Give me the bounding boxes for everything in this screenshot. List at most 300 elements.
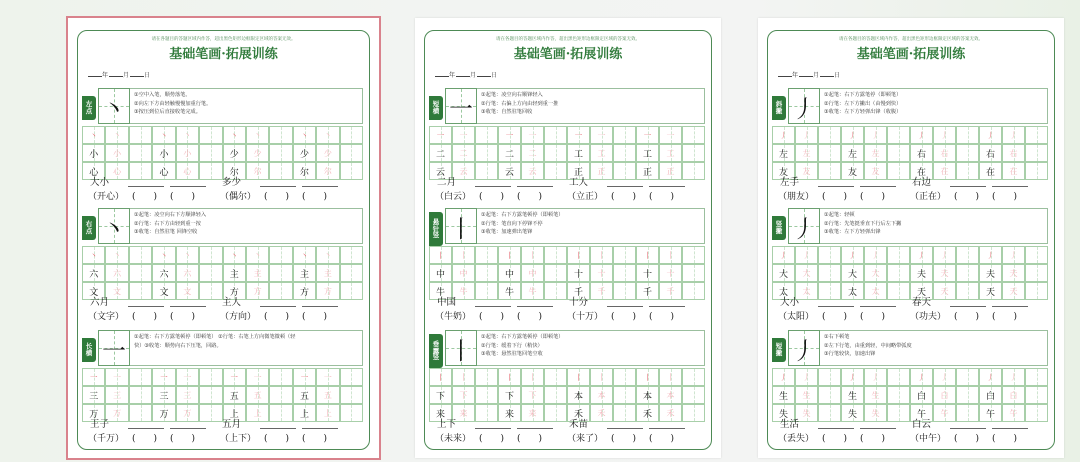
- paren-blank[interactable]: ( ): [822, 192, 848, 202]
- grid-cell[interactable]: [176, 246, 199, 264]
- grid-cell[interactable]: [544, 246, 567, 264]
- grid-cell[interactable]: [82, 246, 105, 264]
- grid-cell[interactable]: [293, 144, 316, 162]
- grid-cell[interactable]: [841, 264, 864, 282]
- grid-cell[interactable]: [979, 126, 1002, 144]
- grid-cell[interactable]: [452, 264, 475, 282]
- grid-cell[interactable]: [613, 264, 636, 282]
- grid-cell[interactable]: [105, 144, 128, 162]
- grid-cell[interactable]: [818, 386, 841, 404]
- cell-char: 在: [940, 166, 949, 176]
- paren-blank[interactable]: ( ): [611, 312, 637, 322]
- write-blank[interactable]: [950, 186, 986, 187]
- write-blank[interactable]: [649, 186, 685, 187]
- grid-cell[interactable]: [933, 264, 956, 282]
- grid-cell[interactable]: [887, 126, 910, 144]
- grid-cell[interactable]: [933, 386, 956, 404]
- grid-cell[interactable]: [223, 368, 246, 386]
- grid-cell[interactable]: [293, 386, 316, 404]
- grid-cell[interactable]: [544, 144, 567, 162]
- grid-cell[interactable]: [636, 246, 659, 264]
- grid-cell[interactable]: [772, 126, 795, 144]
- paren-blank[interactable]: ( ): [954, 434, 980, 444]
- grid-cell[interactable]: [613, 126, 636, 144]
- grid-cell[interactable]: [956, 368, 979, 386]
- grid-cell[interactable]: [429, 126, 452, 144]
- grid-cell[interactable]: [979, 144, 1002, 162]
- grid-cell[interactable]: [590, 144, 613, 162]
- paren-blank[interactable]: ( ): [860, 312, 886, 322]
- grid-cell[interactable]: [498, 246, 521, 264]
- grid-cell[interactable]: [772, 264, 795, 282]
- grid-cell[interactable]: [979, 386, 1002, 404]
- grid-cell[interactable]: [1002, 246, 1025, 264]
- grid-cell[interactable]: [795, 386, 818, 404]
- grid-cell[interactable]: [223, 246, 246, 264]
- grid-cell[interactable]: [452, 126, 475, 144]
- grid-cell[interactable]: [152, 144, 175, 162]
- grid-cell[interactable]: [818, 144, 841, 162]
- paren-blank[interactable]: ( ): [170, 192, 196, 202]
- grid-cell[interactable]: [841, 246, 864, 264]
- grid-cell[interactable]: [659, 126, 682, 144]
- grid-cell[interactable]: [956, 386, 979, 404]
- paren-blank[interactable]: ( ): [264, 192, 290, 202]
- grid-cell[interactable]: [1025, 386, 1048, 404]
- write-blank[interactable]: [607, 428, 643, 429]
- grid-cell[interactable]: [176, 368, 199, 386]
- grid-cell[interactable]: [82, 264, 105, 282]
- grid-cell[interactable]: [864, 386, 887, 404]
- write-blank[interactable]: [475, 428, 511, 429]
- grid-cell[interactable]: [293, 126, 316, 144]
- grid-cell[interactable]: [498, 386, 521, 404]
- write-blank[interactable]: [818, 428, 854, 429]
- grid-cell[interactable]: [590, 126, 613, 144]
- grid-cell[interactable]: [567, 246, 590, 264]
- grid-cell[interactable]: [475, 246, 498, 264]
- grid-cell[interactable]: [129, 126, 152, 144]
- grid-cell[interactable]: [269, 368, 292, 386]
- write-blank[interactable]: [860, 306, 896, 307]
- grid-cell[interactable]: [795, 368, 818, 386]
- grid-cell[interactable]: [979, 246, 1002, 264]
- grid-cell[interactable]: [475, 144, 498, 162]
- grid-cell[interactable]: [316, 126, 339, 144]
- grid-cell[interactable]: [129, 368, 152, 386]
- grid-cell[interactable]: [636, 144, 659, 162]
- grid-cell[interactable]: [340, 264, 363, 282]
- grid-cell[interactable]: [429, 386, 452, 404]
- paren-blank[interactable]: ( ): [517, 312, 543, 322]
- grid-cell[interactable]: [152, 126, 175, 144]
- write-blank[interactable]: [475, 306, 511, 307]
- grid-cell[interactable]: [152, 264, 175, 282]
- grid-cell[interactable]: [521, 126, 544, 144]
- grid-cell[interactable]: [659, 386, 682, 404]
- grid-cell[interactable]: [475, 264, 498, 282]
- grid-cell[interactable]: [910, 246, 933, 264]
- paren-blank[interactable]: ( ): [954, 312, 980, 322]
- paren-blank[interactable]: ( ): [479, 434, 505, 444]
- grid-cell[interactable]: [105, 386, 128, 404]
- grid-cell[interactable]: [590, 386, 613, 404]
- grid-cell[interactable]: [910, 368, 933, 386]
- grid-cell[interactable]: [246, 246, 269, 264]
- grid-cell[interactable]: [910, 264, 933, 282]
- grid-cell[interactable]: [340, 144, 363, 162]
- grid-cell[interactable]: [340, 246, 363, 264]
- grid-cell[interactable]: [956, 246, 979, 264]
- grid-cell[interactable]: [795, 144, 818, 162]
- grid-cell[interactable]: [176, 144, 199, 162]
- grid-cell[interactable]: [887, 144, 910, 162]
- write-blank[interactable]: [170, 428, 206, 429]
- paren-word: （千万）: [88, 434, 125, 444]
- grid-cell[interactable]: [818, 246, 841, 264]
- grid-cell[interactable]: [199, 264, 222, 282]
- grid-cell[interactable]: [544, 368, 567, 386]
- worksheet-page-2[interactable]: [415, 18, 721, 458]
- paren-blank[interactable]: ( ): [992, 192, 1018, 202]
- grid-cell[interactable]: [176, 386, 199, 404]
- grid-cell[interactable]: [1002, 386, 1025, 404]
- grid-cell[interactable]: [152, 246, 175, 264]
- paren-blank[interactable]: ( ): [132, 192, 158, 202]
- grid-cell[interactable]: [498, 264, 521, 282]
- grid-cell[interactable]: [521, 144, 544, 162]
- grid-cell[interactable]: [795, 126, 818, 144]
- grid-cell[interactable]: [316, 264, 339, 282]
- grid-cell[interactable]: [567, 368, 590, 386]
- write-blank[interactable]: [818, 306, 854, 307]
- grid-cell[interactable]: [864, 126, 887, 144]
- write-blank[interactable]: [860, 186, 896, 187]
- grid-cell[interactable]: [521, 368, 544, 386]
- grid-cell[interactable]: [682, 386, 705, 404]
- grid-cell[interactable]: [452, 386, 475, 404]
- grid-cell[interactable]: [910, 126, 933, 144]
- cell-char: 千: [642, 287, 652, 298]
- grid-cell[interactable]: [659, 246, 682, 264]
- grid-cell[interactable]: [613, 368, 636, 386]
- write-blank[interactable]: [260, 186, 296, 187]
- grid-cell[interactable]: [105, 126, 128, 144]
- grid-cell[interactable]: [129, 246, 152, 264]
- paren-blank[interactable]: ( ): [302, 192, 328, 202]
- grid-cell[interactable]: [269, 126, 292, 144]
- paren-blank[interactable]: ( ): [264, 434, 290, 444]
- grid-cell[interactable]: [795, 246, 818, 264]
- grid-cell[interactable]: [772, 144, 795, 162]
- grid-cell[interactable]: [105, 246, 128, 264]
- grid-cell[interactable]: [223, 144, 246, 162]
- grid-cell[interactable]: [636, 386, 659, 404]
- grid-cell[interactable]: [818, 126, 841, 144]
- grid-cell[interactable]: [1025, 368, 1048, 386]
- grid-cell[interactable]: [316, 144, 339, 162]
- grid-cell[interactable]: [1025, 144, 1048, 162]
- grid-cell[interactable]: [956, 264, 979, 282]
- grid-cell[interactable]: [910, 144, 933, 162]
- paren-blank[interactable]: ( ): [170, 434, 196, 444]
- grid-cell[interactable]: [887, 386, 910, 404]
- grid-cell[interactable]: [933, 126, 956, 144]
- grid-cell[interactable]: [841, 368, 864, 386]
- grid-cell[interactable]: [567, 386, 590, 404]
- write-blank[interactable]: [517, 428, 553, 429]
- grid-cell[interactable]: [659, 144, 682, 162]
- grid-cell[interactable]: [152, 386, 175, 404]
- grid-cell[interactable]: [316, 246, 339, 264]
- paren-blank[interactable]: ( ): [302, 434, 328, 444]
- write-blank[interactable]: [607, 186, 643, 187]
- grid-cell[interactable]: [429, 264, 452, 282]
- grid-cell[interactable]: [475, 368, 498, 386]
- grid-cell[interactable]: [129, 264, 152, 282]
- grid-cell[interactable]: [82, 368, 105, 386]
- grid-cell[interactable]: [864, 368, 887, 386]
- write-blank[interactable]: [302, 306, 338, 307]
- grid-cell[interactable]: [1025, 126, 1048, 144]
- grid-cell[interactable]: [429, 246, 452, 264]
- grid-cell[interactable]: [475, 386, 498, 404]
- worksheet-page-3[interactable]: [758, 18, 1064, 458]
- paren-blank[interactable]: ( ): [822, 434, 848, 444]
- paren-blank[interactable]: ( ): [611, 192, 637, 202]
- cell-char: 来: [459, 408, 468, 418]
- paren-blank[interactable]: ( ): [611, 434, 637, 444]
- worksheet-page-1[interactable]: [68, 18, 379, 458]
- grid-cell[interactable]: [199, 386, 222, 404]
- grid-cell[interactable]: [521, 264, 544, 282]
- write-blank[interactable]: [475, 186, 511, 187]
- paren-blank[interactable]: ( ): [649, 192, 675, 202]
- grid-cell[interactable]: [841, 386, 864, 404]
- grid-cell[interactable]: [659, 264, 682, 282]
- grid-cell[interactable]: [772, 386, 795, 404]
- write-blank[interactable]: [170, 186, 206, 187]
- grid-cell[interactable]: [910, 386, 933, 404]
- grid-cell[interactable]: [979, 368, 1002, 386]
- grid-cell[interactable]: [590, 368, 613, 386]
- grid-cell[interactable]: [176, 126, 199, 144]
- grid-cell[interactable]: [659, 368, 682, 386]
- grid-cell[interactable]: [82, 144, 105, 162]
- grid-cell[interactable]: [636, 264, 659, 282]
- grid-cell[interactable]: [864, 144, 887, 162]
- write-blank[interactable]: [302, 186, 338, 187]
- grid-cell[interactable]: [613, 246, 636, 264]
- grid-cell[interactable]: [452, 246, 475, 264]
- grid-cell[interactable]: [795, 264, 818, 282]
- grid-cell[interactable]: [864, 264, 887, 282]
- grid-cell[interactable]: [316, 386, 339, 404]
- grid-cell[interactable]: [105, 368, 128, 386]
- paren-blank[interactable]: ( ): [517, 192, 543, 202]
- grid-cell[interactable]: [269, 144, 292, 162]
- write-blank[interactable]: [260, 428, 296, 429]
- grid-cell[interactable]: [293, 264, 316, 282]
- grid-cell[interactable]: [340, 368, 363, 386]
- write-blank[interactable]: [170, 306, 206, 307]
- grid-cell[interactable]: [567, 264, 590, 282]
- grid-cell[interactable]: [452, 144, 475, 162]
- write-blank[interactable]: [260, 306, 296, 307]
- grid-cell[interactable]: [199, 368, 222, 386]
- grid-cell[interactable]: [429, 368, 452, 386]
- grid-cell[interactable]: [841, 126, 864, 144]
- write-blank[interactable]: [607, 306, 643, 307]
- paren-blank[interactable]: ( ): [954, 192, 980, 202]
- stroke-demo-box: [788, 208, 820, 244]
- grid-cell[interactable]: [1025, 264, 1048, 282]
- grid-cell[interactable]: [246, 126, 269, 144]
- grid-cell[interactable]: [1025, 246, 1048, 264]
- grid-cell[interactable]: [567, 126, 590, 144]
- grid-cell[interactable]: [887, 264, 910, 282]
- paren-blank[interactable]: ( ): [170, 312, 196, 322]
- paren-blank[interactable]: ( ): [992, 434, 1018, 444]
- grid-cell[interactable]: [269, 264, 292, 282]
- grid-cell[interactable]: [818, 264, 841, 282]
- write-blank[interactable]: [818, 186, 854, 187]
- grid-cell[interactable]: [521, 386, 544, 404]
- paren-blank[interactable]: ( ): [479, 192, 505, 202]
- write-blank[interactable]: [517, 306, 553, 307]
- grid-cell[interactable]: [129, 144, 152, 162]
- grid-cell[interactable]: [933, 246, 956, 264]
- grid-cell[interactable]: [682, 144, 705, 162]
- grid-cell[interactable]: [1002, 368, 1025, 386]
- grid-cell[interactable]: [682, 368, 705, 386]
- write-blank[interactable]: [950, 306, 986, 307]
- grid-cell[interactable]: [152, 368, 175, 386]
- grid-cell[interactable]: [521, 246, 544, 264]
- grid-cell[interactable]: [887, 246, 910, 264]
- stroke-name-tag: [429, 96, 443, 120]
- grid-cell[interactable]: [199, 144, 222, 162]
- grid-cell[interactable]: [1002, 126, 1025, 144]
- grid-cell[interactable]: [246, 368, 269, 386]
- grid-cell[interactable]: [1002, 264, 1025, 282]
- grid-cell[interactable]: [293, 368, 316, 386]
- grid-cell[interactable]: [199, 246, 222, 264]
- grid-cell[interactable]: [682, 246, 705, 264]
- write-blank[interactable]: [517, 186, 553, 187]
- grid-cell[interactable]: [129, 386, 152, 404]
- paren-blank[interactable]: ( ): [302, 312, 328, 322]
- paren-blank[interactable]: ( ): [517, 434, 543, 444]
- write-blank[interactable]: [860, 428, 896, 429]
- grid-cell[interactable]: [590, 246, 613, 264]
- grid-cell[interactable]: [176, 264, 199, 282]
- write-blank[interactable]: [302, 428, 338, 429]
- write-blank[interactable]: [649, 306, 685, 307]
- grid-cell[interactable]: [293, 246, 316, 264]
- grid-cell[interactable]: [567, 144, 590, 162]
- paren-blank[interactable]: ( ): [649, 312, 675, 322]
- paren-blank[interactable]: ( ): [264, 312, 290, 322]
- grid-cell[interactable]: [223, 264, 246, 282]
- grid-cell[interactable]: [933, 368, 956, 386]
- grid-cell[interactable]: [475, 126, 498, 144]
- grid-cell[interactable]: [544, 264, 567, 282]
- paren-blank[interactable]: ( ): [992, 312, 1018, 322]
- grid-cell[interactable]: [223, 126, 246, 144]
- write-blank[interactable]: [128, 186, 164, 187]
- grid-cell[interactable]: [772, 246, 795, 264]
- paren-blank[interactable]: ( ): [479, 312, 505, 322]
- grid-cell[interactable]: [429, 144, 452, 162]
- grid-cell[interactable]: [933, 144, 956, 162]
- write-blank[interactable]: [128, 428, 164, 429]
- grid-cell[interactable]: [887, 368, 910, 386]
- write-blank[interactable]: [992, 186, 1028, 187]
- grid-cell[interactable]: [772, 368, 795, 386]
- write-blank[interactable]: [128, 306, 164, 307]
- grid-cell[interactable]: [82, 126, 105, 144]
- grid-cell[interactable]: [818, 368, 841, 386]
- grid-cell[interactable]: [841, 144, 864, 162]
- grid-cell[interactable]: [956, 126, 979, 144]
- grid-cell[interactable]: [636, 368, 659, 386]
- paren-blank[interactable]: ( ): [132, 434, 158, 444]
- grid-cell[interactable]: [105, 264, 128, 282]
- write-blank[interactable]: [649, 428, 685, 429]
- grid-cell[interactable]: [498, 368, 521, 386]
- paren-blank[interactable]: ( ): [860, 434, 886, 444]
- cell-char: 二: [459, 148, 468, 158]
- grid-cell[interactable]: [246, 144, 269, 162]
- paren-blank[interactable]: ( ): [822, 312, 848, 322]
- grid-cell[interactable]: [590, 264, 613, 282]
- grid-cell[interactable]: [544, 126, 567, 144]
- grid-cell[interactable]: [246, 386, 269, 404]
- grid-cell[interactable]: [1002, 144, 1025, 162]
- grid-cell[interactable]: [613, 386, 636, 404]
- paren-blank[interactable]: ( ): [649, 434, 675, 444]
- grid-cell[interactable]: [452, 368, 475, 386]
- grid-cell[interactable]: [682, 126, 705, 144]
- grid-cell[interactable]: [316, 368, 339, 386]
- grid-cell[interactable]: [246, 264, 269, 282]
- grid-cell[interactable]: [269, 386, 292, 404]
- write-blank[interactable]: [992, 306, 1028, 307]
- grid-cell[interactable]: [636, 126, 659, 144]
- grid-cell[interactable]: [340, 126, 363, 144]
- paren-blank[interactable]: ( ): [132, 312, 158, 322]
- cell-char: 正: [573, 167, 583, 178]
- grid-cell[interactable]: [864, 246, 887, 264]
- grid-cell[interactable]: [498, 144, 521, 162]
- paren-blank[interactable]: ( ): [860, 192, 886, 202]
- grid-cell[interactable]: [544, 386, 567, 404]
- grid-cell[interactable]: [269, 246, 292, 264]
- grid-cell[interactable]: [199, 126, 222, 144]
- grid-cell[interactable]: [82, 386, 105, 404]
- write-blank[interactable]: [992, 428, 1028, 429]
- write-blank[interactable]: [950, 428, 986, 429]
- grid-cell[interactable]: [613, 144, 636, 162]
- grid-cell[interactable]: [682, 264, 705, 282]
- grid-cell[interactable]: [340, 386, 363, 404]
- cell-char: 一: [160, 372, 168, 382]
- grid-cell[interactable]: [956, 144, 979, 162]
- grid-cell[interactable]: [979, 264, 1002, 282]
- grid-cell[interactable]: [498, 126, 521, 144]
- grid-cell[interactable]: [223, 386, 246, 404]
